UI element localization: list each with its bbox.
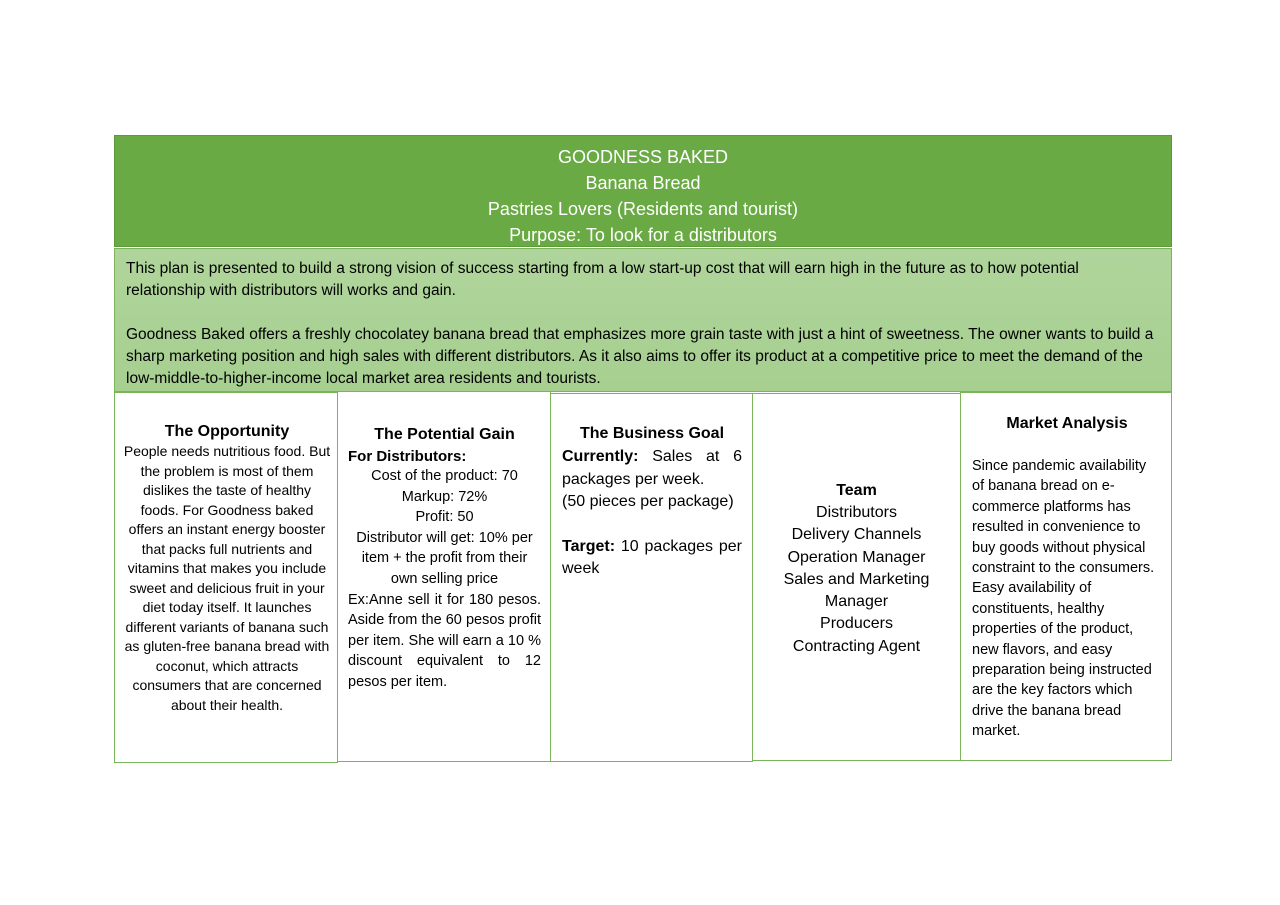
pieces-per-package: (50 pieces per package) <box>562 493 734 510</box>
market-analysis-body: Since pandemic availability of banana bread on e-commerce platforms has resulted in convenience to buy goods without physical constraint to the consumers. Easy availability of constituents, healthy properties of the product, new flavors, and easy preparation being instructed are the key factors which drive the banana bread market. <box>972 458 1155 740</box>
team-title: Team <box>836 482 877 499</box>
brand-name: GOODNESS BAKED <box>557 147 729 167</box>
intro-paragraph-2: Goodness Baked offers a freshly chocolatey banana bread that emphasizes more grain taste with just a hint of sweetness. The owner wants to build a sharp marketing position and high sales with different distributors. As it also aims to offer its product at a competitive price to meet the demand of the low-middle-to-higher-income local market area residents and tourists. <box>126 326 1154 387</box>
team-member: Contracting Agent <box>792 637 921 655</box>
target-audience: Pastries Lovers (Residents and tourist) <box>487 199 799 219</box>
target-sales <box>562 536 742 581</box>
current-label: Currently: <box>562 448 639 465</box>
target-label: Target: <box>562 537 616 555</box>
team-box <box>752 393 961 761</box>
profit-line: Profit: 50 <box>415 509 474 526</box>
team-member: Distributors <box>816 504 897 521</box>
cost-line: Cost of the product: 70 <box>371 468 518 484</box>
business-goal-title: The Business Goal <box>579 425 725 442</box>
target-text: 10 packages per week <box>562 537 742 577</box>
team-member: Delivery Channels <box>791 526 922 544</box>
opportunity-body: People needs nutritious food. But the problem is most of them dislikes the taste of healthy foods. For Goodness baked offers an instant energy booster that packs full nutrients and vitamins that makes you include sweet and delicious fruit in your diet today itself. It launches different variants of banana such as gluten-free banana bread with coconut, which attracts consumers that are concerned about their health. <box>123 443 331 713</box>
opportunity-box <box>114 392 338 763</box>
current-text: Sales at 6 packages per week. <box>562 448 742 488</box>
team-member: Sales and Marketing Manager <box>783 570 930 611</box>
market-analysis-title: Market Analysis <box>1006 415 1128 432</box>
markup-line: Markup: 72% <box>401 488 488 505</box>
market-analysis-box <box>960 392 1172 761</box>
intro-section <box>114 248 1172 392</box>
potential-gain-title: The Potential Gain <box>374 426 515 443</box>
product-name: Banana Bread <box>585 173 701 193</box>
team-member: Operation Manager <box>787 548 926 566</box>
distributor-share: Distributor will get: 10% per item + the profit from their own selling price <box>356 529 533 587</box>
example-text: Ex:Anne sell it for 180 pesos. Aside from the 60 pesos profit per item. She will earn a 10 % discount equivalent to 12 pesos per item. <box>348 591 541 690</box>
header-banner <box>114 135 1172 247</box>
intro-paragraph-1: This plan is presented to build a strong vision of success starting from a low start-up cost that will earn high in the future as to how potential relationship with distributors will works and gain. <box>126 260 1079 299</box>
opportunity-title: The Opportunity <box>164 423 290 440</box>
potential-gain-subtitle: For Distributors: <box>348 448 467 465</box>
team-member: Producers <box>820 615 893 633</box>
current-sales <box>562 446 742 491</box>
business-goal-box <box>550 393 753 762</box>
potential-gain-box <box>337 391 551 762</box>
purpose-line: Purpose: To look for a distributors <box>509 225 777 245</box>
